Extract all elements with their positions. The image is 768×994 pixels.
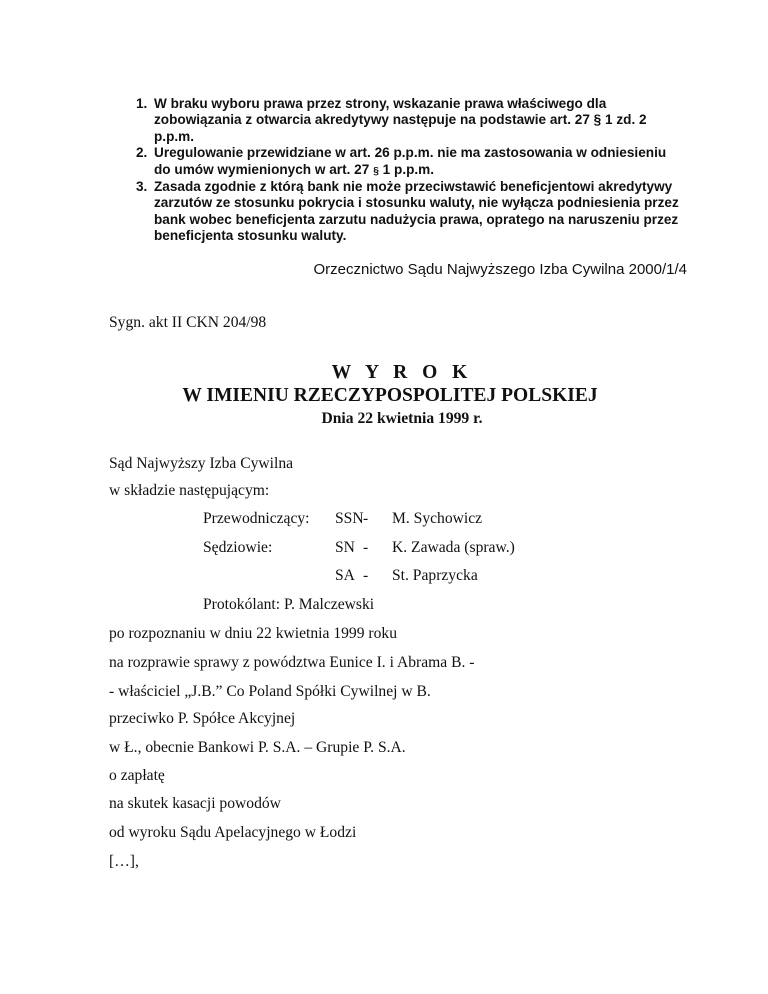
body-line: przeciwko P. Spółce Akcyjnej <box>109 710 296 727</box>
thesis-text-part: Uregulowanie przewidziane w art. 26 p.p.m. nie ma zastosowania w odniesieniu do umów wymienionych w art. 27 <box>154 145 667 177</box>
thesis-item <box>120 145 680 179</box>
thesis-number: 1. <box>136 96 148 111</box>
body-line: na rozprawie sprawy z powództwa Eunice I. i Abrama B. - <box>109 654 475 671</box>
composition-intro: w składzie następującym: <box>109 482 270 499</box>
recorder-line: Protokólant: P. Malczewski <box>203 596 375 613</box>
body-line: […], <box>109 853 139 870</box>
body-line: od wyroku Sądu Apelacyjnego w Łodzi <box>109 824 357 841</box>
body-line: po rozpoznaniu w dniu 22 kwietnia 1999 roku <box>109 625 397 642</box>
judge-name: St. Paprzycka <box>392 567 478 584</box>
judges-label: Sędziowie: <box>203 539 273 556</box>
body-line: w Ł., obecnie Bankowi P. S.A. – Grupie P. S.A. <box>109 739 406 756</box>
presiding-label: Przewodniczący: <box>203 510 310 527</box>
source-citation: Orzecznictwo Sądu Najwyższego Izba Cywilna 2000/1/4 <box>313 261 687 278</box>
judge-rank: SN <box>335 539 355 556</box>
thesis-item <box>120 96 680 145</box>
body-line: na skutek kasacji powodów <box>109 795 281 812</box>
thesis-text-part: 1 p.p.m. <box>378 161 435 177</box>
section-sign: § <box>373 164 379 177</box>
judgment-subtitle: W IMIENIU RZECZYPOSPOLITEJ POLSKIEJ <box>182 385 598 406</box>
thesis-item <box>120 179 680 245</box>
composition-separator: - <box>363 539 369 556</box>
judge-name: K. Zawada (spraw.) <box>392 539 515 556</box>
composition-separator: - <box>363 510 369 527</box>
thesis-number: 2. <box>136 145 148 161</box>
thesis-text: Zasada zgodnie z którą bank nie może przeciwstawić beneficjentowi akredytywy zarzutów ze stosunku pokrycia i stosunku waluty, nie wyłącza podniesienia przez bank wobec beneficjenta zarzutu nadużycia prawa, opratego na naruszeniu przez beneficjenta stosunku waluty. <box>154 179 679 244</box>
judge-rank: SA <box>335 567 355 584</box>
court-name: Sąd Najwyższy Izba Cywilna <box>109 455 294 472</box>
case-signature: Sygn. akt II CKN 204/98 <box>109 314 267 331</box>
presiding-name: M. Sychowicz <box>392 510 483 527</box>
thesis-text: W braku wyboru prawa przez strony, wskazanie prawa właściwego dla zobowiązania z otwarcia akredytywy następuje na podstawie art. 27 § 1 zd. 2 p.p.m. <box>154 96 647 144</box>
thesis-number: 3. <box>136 179 148 195</box>
thesis-text <box>154 145 666 176</box>
body-line: o zapłatę <box>109 767 165 784</box>
judgment-date: Dnia 22 kwietnia 1999 r. <box>321 410 483 427</box>
body-line: - właściciel „J.B.” Co Poland Spółki Cywilnej w B. <box>109 683 431 700</box>
presiding-rank: SSN <box>335 510 364 527</box>
judgment-title: W Y R O K <box>331 362 473 383</box>
theses-list <box>120 96 680 245</box>
composition-separator: - <box>363 567 369 584</box>
